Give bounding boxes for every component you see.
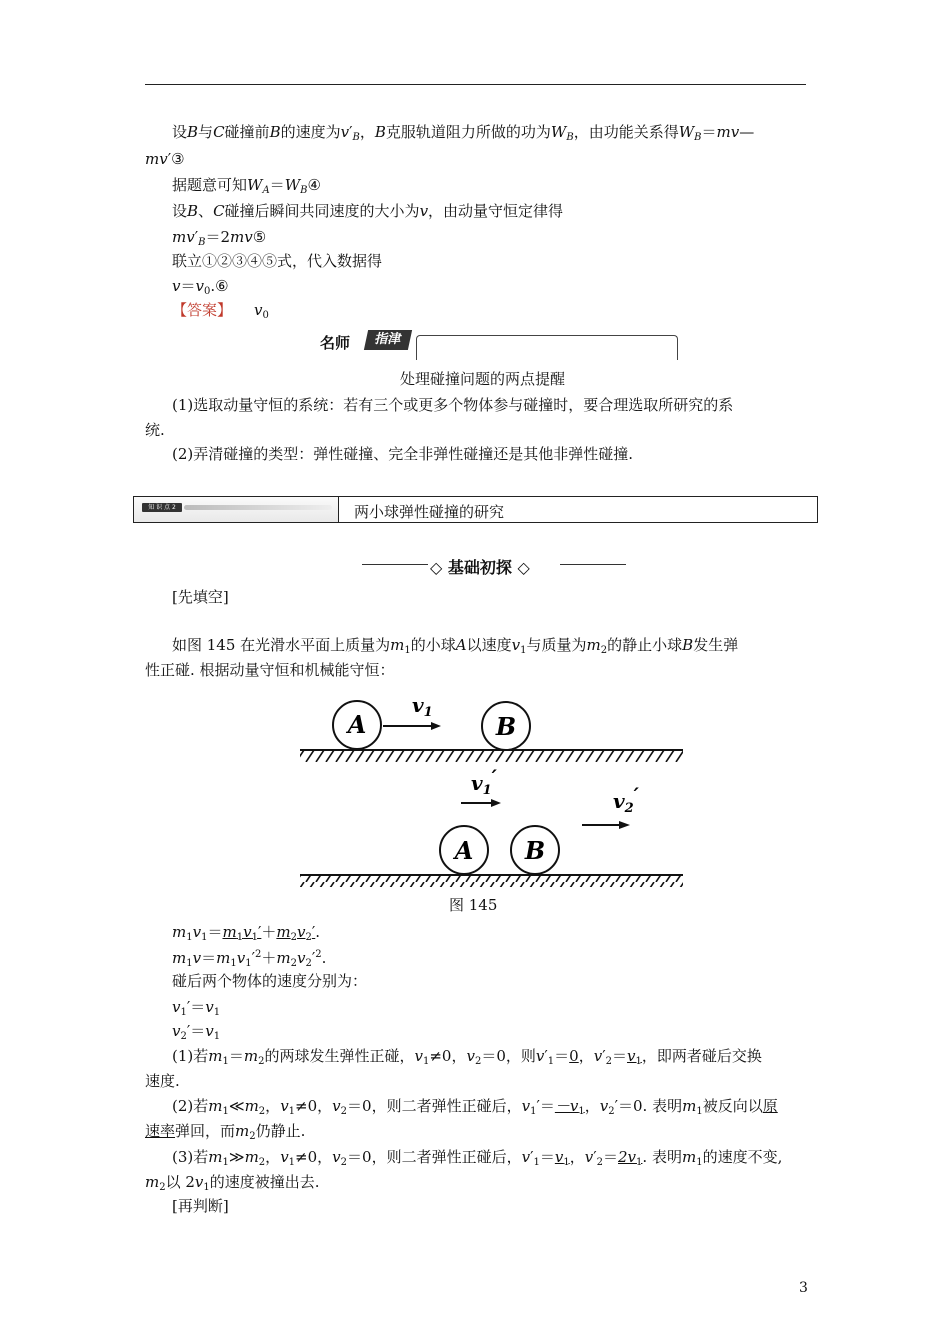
tip-title: 处理碰撞问题的两点提醒 (400, 370, 566, 388)
fill-blank-label: [先填空] (172, 588, 229, 606)
ground-top (300, 750, 683, 762)
svg-text:v2′: $v_2'$ (613, 783, 639, 816)
judge-label: [再判断] (172, 1197, 229, 1215)
ball-a-after (440, 826, 488, 874)
svg-text:v1: $v_1$ (412, 693, 433, 720)
section-heading-rule-right (560, 564, 626, 565)
after-collision-label: 碰后两个物体的速度分别为： (172, 972, 368, 990)
ground-bottom (300, 875, 683, 887)
intro-line-1: 如图 145 在光滑水平面上质量为$m_1$的小球A以速度$v_1$与质量为$m_2$的静止小球B发生弹 (172, 636, 739, 656)
tip-paragraph-2: (2)弄清碰撞的类型：弹性碰撞、完全非弹性碰撞还是其他非弹性碰撞. (172, 445, 634, 463)
case-3-line-2: $m_2$以 $2v_1$的速度被撞出去. (145, 1173, 320, 1193)
text-line-4: 设B、C碰撞后瞬间共同速度的大小为v，由动量守恒定律得 (172, 202, 564, 220)
case-1-line-2: 速度. (145, 1072, 180, 1090)
case-3-line-1: (3)若$m_1≫m_2$，$v_1\ne 0$，$v_2=0$，则二者弹性正碰后，$v'_1=v_1$，$v'_2=2v_1$. 表明$m_1$的速度不变, (172, 1148, 783, 1168)
svg-text:A: A (347, 710, 367, 739)
case-1-line-1: (1)若$m_1=m_2$的两球发生弹性正碰，$v_1\ne 0$，$v_2=0$，则$v'_1=0$，$v'_2=v_1$，即两者碰后交换 (172, 1047, 762, 1067)
section-heading (362, 555, 626, 575)
section-heading-text: ◇ 基础初探 ◇ (430, 558, 530, 577)
equation-energy: $m_1v=m_1v_1'^2+m_2v_2'^2$. (172, 949, 327, 969)
answer-line: 【答案】 $v_0$ (172, 301, 269, 321)
arrow-v2-prime (582, 783, 640, 829)
case-2-line-1: (2)若$m_1≪m_2$，$v_1\ne 0$，$v_2=0$，则二者弹性正碰后，$v_1'=-v_1$，$v_2'=0$. 表明$m_1$被反向以原 (172, 1097, 778, 1117)
collision-figure (295, 690, 690, 895)
svg-text:A: A (454, 836, 474, 865)
text-line-1: 设B与C碰撞前B的速度为$v'_B$，B克服轨道阻力所做的功为$W_B$，由功能关系得$W_B=mv—$ (172, 123, 755, 143)
tip-box-frame (416, 335, 678, 360)
text-line-6: 联立①②③④⑤式，代入数据得 (172, 252, 383, 270)
knowledge-point-title: 两小球弹性碰撞的研究 (354, 503, 505, 521)
equation-momentum: $m_1v_1=m_1v_1'+m_2v_2'$. (172, 923, 321, 943)
ball-a-before (333, 701, 381, 749)
knowledge-point-box (133, 496, 818, 523)
svg-text:B: B (495, 712, 517, 741)
knowledge-point-tag: 知 识 点 2 (142, 503, 182, 512)
tip-label: 名师 指津 (318, 330, 414, 352)
text-line-5: $mv'_B=2mv⑤$ (172, 228, 267, 248)
case-2-answer-1: $-v_1$ (554, 1097, 585, 1117)
answer-label: 【答案】 (172, 301, 233, 319)
text-line-2: mv′③ (145, 150, 185, 168)
text-line-7: $v=v_0.⑥$ (172, 277, 229, 297)
arrow-v1-prime (461, 765, 501, 807)
figure-caption: 图 145 (449, 896, 498, 914)
ball-b-after (511, 826, 559, 874)
case-1-answer-2: $v_1$ (627, 1047, 642, 1067)
text-line-3: 据题意可知$W_A=W_B④$ (172, 176, 321, 196)
case-2-line-2: 速率弹回，而$m_2$仍静止. (145, 1122, 306, 1142)
case-3-answer-2: $2v_1$ (618, 1148, 643, 1168)
page-number: 3 (799, 1280, 808, 1296)
case-1-answer-1: 0 (569, 1047, 579, 1065)
arrow-v1 (383, 693, 441, 730)
knowledge-point-bar (184, 505, 332, 510)
case-2-answer-2b: 速率 (145, 1122, 176, 1140)
tip-paragraph-1: (1)选取动量守恒的系统：若有三个或更多个物体参与碰撞时，要合理选取所研究的系 (172, 396, 734, 414)
equation-v2-prime: $v_2'=v_1$ (172, 1022, 221, 1042)
case-2-answer-2a: 原 (762, 1097, 778, 1115)
knowledge-point-tag-area (134, 497, 339, 522)
svg-text:B: B (524, 836, 546, 865)
header-rule (145, 84, 806, 85)
section-heading-rule-left (362, 564, 428, 565)
tip-paragraph-1-cont: 统. (145, 421, 165, 439)
equation-v1-prime: $v_1'=v_1$ (172, 998, 221, 1018)
ball-b-before (482, 702, 530, 750)
intro-line-2: 性正碰. 根据动量守恒和机械能守恒： (145, 661, 395, 679)
svg-text:v1′: $v_1'$ (471, 765, 497, 798)
case-3-answer-1: $v_1$ (554, 1148, 570, 1168)
